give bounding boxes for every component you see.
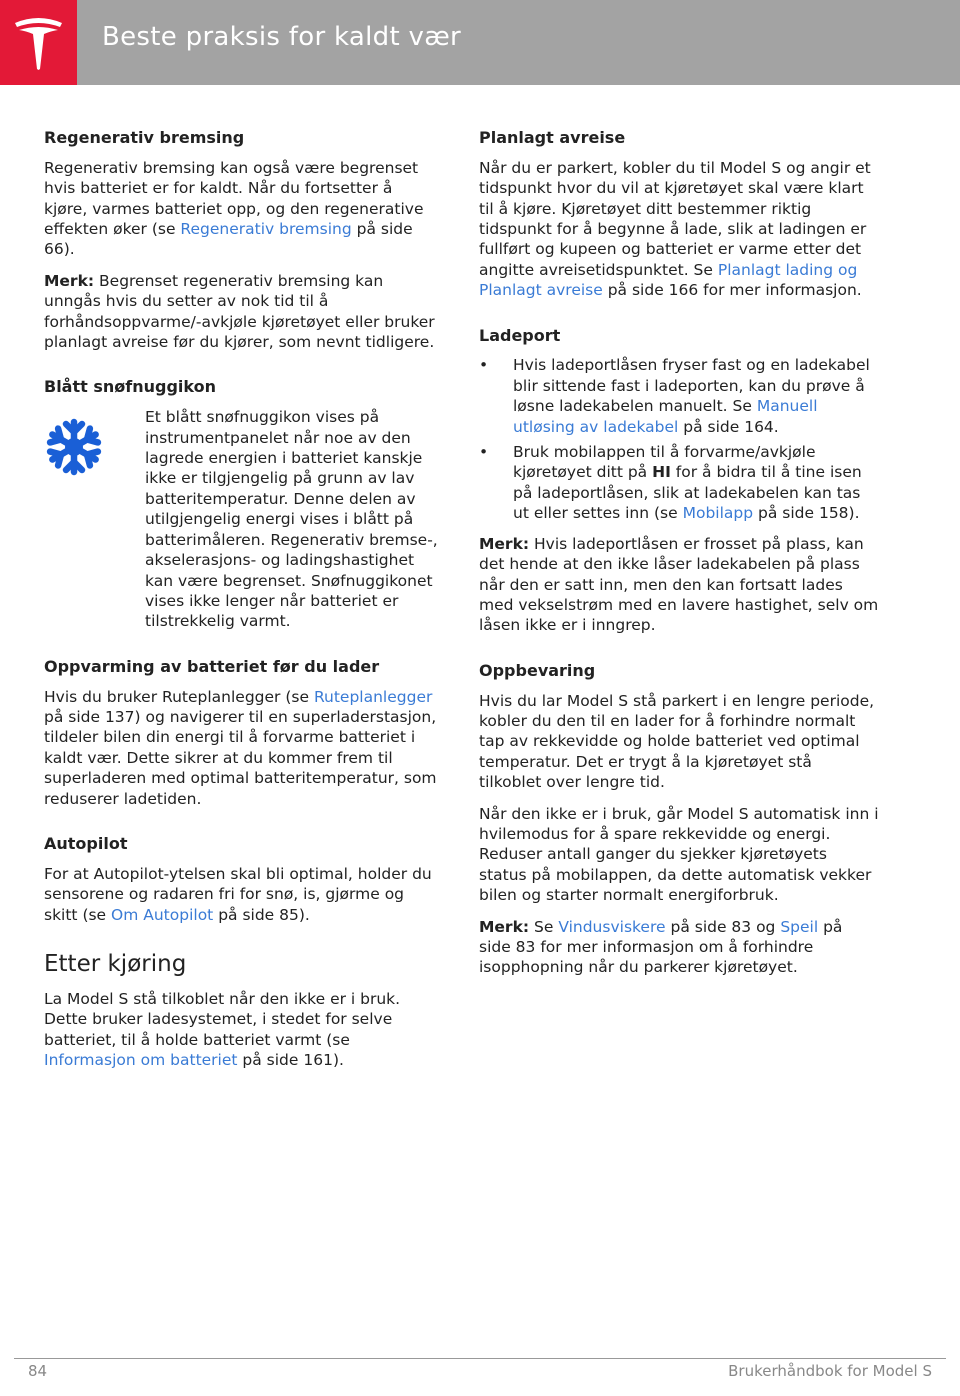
list-item: • Hvis ladeportlåsen fryser fast og en ladekabel blir sittende fast i ladeporten, kan du prøve å løsne ladekabelen manuelt. Se Manuell utløsing av ladekabel på side 164. (479, 356, 870, 436)
departure-paragraph: Når du er parkert, kobler du til Model S og angir et tidspunkt hvor du vil at kjøretøyet skal være klart til å kjøre. Kjøretøyet ditt bestemmer riktig tidspunkt for å begynne å lade, slik at ladingen er fullført og kupeen og batteriet er varme etter det angitte avreisetidspunktet. Se Planlagt lading og Planlagt avreise på side 166 for mer informasjon. (479, 158, 871, 300)
right-column (479, 128, 879, 989)
regen-paragraph: Regenerativ bremsing kan også være begrenset hvis batteriet er for kaldt. Når du fortsetter å kjøre, varmes batteriet opp, og den regenerative effekten øker (se Regenerativ bremsing på side 66). (44, 158, 424, 259)
heading-chargeport: Ladeport (479, 325, 561, 345)
link-regenerativ-bremsing[interactable]: Regenerativ bremsing (180, 220, 352, 239)
heading-storage: Oppbevaring (479, 660, 596, 680)
snowflake-block (44, 407, 439, 642)
link-manuell-utlosing[interactable]: Manuell utløsing av ladekabel (513, 397, 818, 436)
note-label: Merk: (44, 271, 95, 290)
regen-note: Merk: Begrenset regenerativ bremsing kan unngås hvis du setter av nok tid til å forhåndsoppvarme/-avkjøle kjøretøyet eller bruker planlagt avreise før du kjører, som nevnt tidligere. (44, 271, 435, 352)
heading-autopilot: Autopilot (44, 833, 128, 853)
link-planlagt-lading[interactable]: Planlagt lading og Planlagt avreise (479, 260, 858, 300)
storage-paragraph-1: Hvis du lar Model S stå parkert i en lengre periode, kobler du den til en lader for å forhindre normalt tap av rekkevidde og holde batteriet ved optimal temperatur. Det er trygt å la kjøretøyet stå tilkoblet over lengre tid. (479, 691, 875, 792)
heading-snowflake: Blått snøfnuggikon (44, 377, 216, 397)
page-title: Beste praksis for kaldt vær (102, 22, 462, 52)
link-informasjon-om-batteriet[interactable]: Informasjon om batteriet (44, 1051, 238, 1070)
page-number: 84 (28, 1362, 48, 1380)
chargeport-note: Merk: Hvis ladeportlåsen er frosset på plass, kan det hende at den ikke låser ladekabelen på plass når den er satt inn, men den kan fortsatt lades med vekselstrøm med en lavere hastighet, selv om låsen ikke er i inngrep. (479, 534, 879, 635)
snowflake-icon (44, 417, 104, 477)
preheat-paragraph: Hvis du bruker Ruteplanlegger (se Ruteplanlegger på side 137) og navigerer til en superladerstasjon, tildeler bilen din energi til å forvarme batteriet i kaldt vær. Dette sikrer at du kommer frem til superladeren med optimal batteritemperatur, som reduserer ladetiden. (44, 687, 437, 808)
storage-paragraph-2: Når den ikke er i bruk, går Model S automatisk inn i hvilemodus for å spare rekkevidde og energi. Reduser antall ganger du sjekker kjøretøyets status på mobilappen, da dette automatisk vekker bilen og starter normalt energiforbruk. (479, 804, 879, 905)
link-ruteplanlegger[interactable]: Ruteplanlegger (313, 687, 433, 706)
heading-regen: Regenerativ bremsing (44, 128, 245, 147)
link-mobilapp[interactable]: Mobilapp (682, 504, 754, 523)
logo-box (0, 0, 77, 85)
after-paragraph: La Model S stå tilkoblet når den ikke er i bruk. Dette bruker ladesystemet, i stedet for selve batteriet, til å holde batteriet varmt (se Informasjon om batteriet på side 161). (44, 989, 401, 1070)
heading-preheat: Oppvarming av batteriet før du lader (44, 656, 380, 676)
snowflake-text: Et blått snøfnuggikon vises på instrumentpanelet når noe av den lagrede energien i batteriet kanskje ikke er tilgjengelig på grunn av lav batteritemperatur. Denne delen av utilgjengelig energi vises i blått på batterimåleren. Regenerativ bremse-, akselerasjons- og ladingshastighet kan være begrenset. Snøfnuggikonet vises ikke lenger når batteriet er tilstrekkelig varmt. (145, 408, 438, 631)
manual-title: Brukerhåndbok for Model S (728, 1362, 932, 1380)
chargeport-list (479, 355, 879, 523)
left-column (44, 128, 439, 1081)
link-vindusviskere[interactable]: Vindusviskere (558, 917, 666, 936)
note-label: Merk: (479, 917, 530, 936)
footer-divider (14, 1358, 946, 1359)
autopilot-paragraph: For at Autopilot-ytelsen skal bli optimal, holder du sensorene og radaren fri for snø, is, gjørme og skitt (se Om Autopilot på side 85). (44, 864, 432, 924)
storage-note: Merk: Se Vindusviskere på side 83 og Speil på side 83 for mer informasjon om å forhindre isopphopning når du parkerer kjøretøyet. (479, 917, 843, 977)
list-item: • Bruk mobilappen til å forvarme/avkjøle kjøretøyet ditt på HI for å bidra til å tine isen på ladeportlåsen, slik at ladekabelen kan tas ut eller settes inn (se Mobilapp på side 158). (479, 443, 862, 523)
link-speil[interactable]: Speil (780, 917, 819, 936)
note-label: Merk: (479, 534, 530, 553)
heading-departure: Planlagt avreise (479, 128, 626, 147)
link-om-autopilot[interactable]: Om Autopilot (111, 905, 214, 924)
tesla-logo-icon (13, 15, 64, 70)
page-header (0, 0, 960, 85)
heading-after-driving: Etter kjøring (44, 950, 187, 977)
